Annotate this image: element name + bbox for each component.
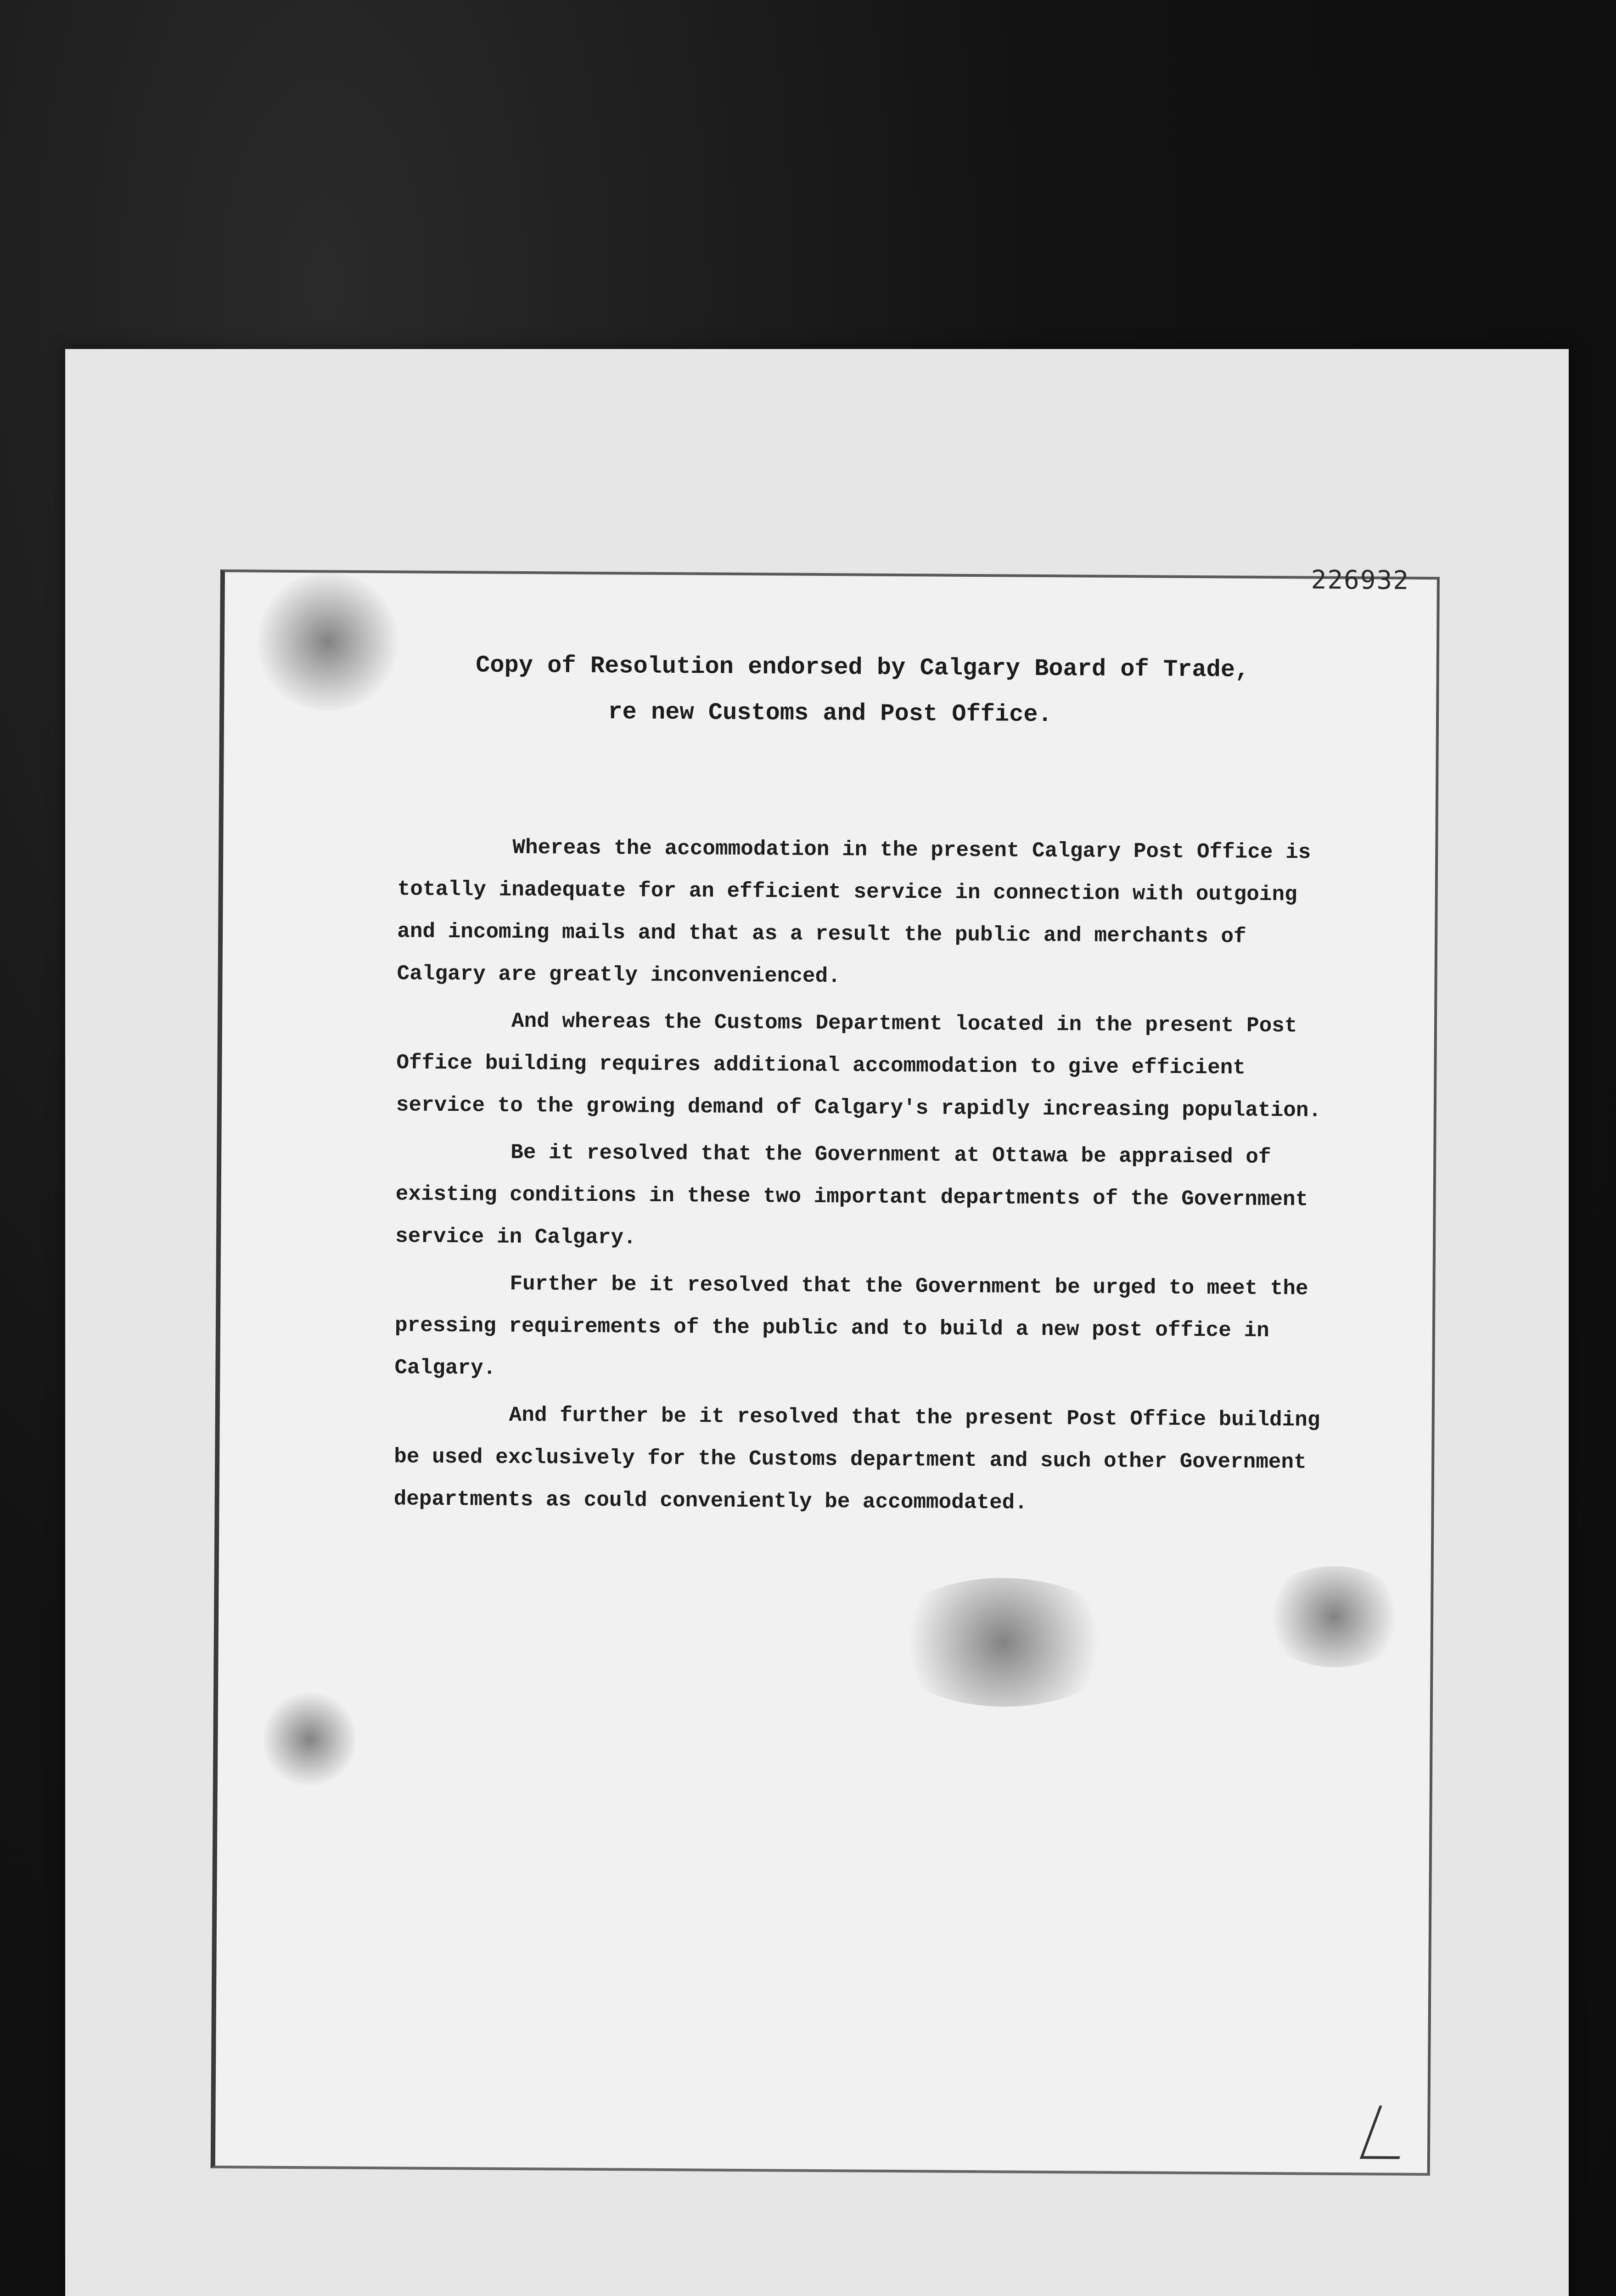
ink-smudge bbox=[1260, 1566, 1408, 1668]
fold-mark bbox=[1360, 2105, 1419, 2159]
paragraph: And further be it resolved that the present Post Office building be used exclusively for the Customs department and such other Government departments as could conveniently be accommodated. bbox=[393, 1403, 1320, 1515]
document-subheading: re new Customs and Post Office. bbox=[608, 698, 1052, 729]
paragraph: Be it resolved that the Government at Ottawa be appraised of existing conditions in these two important departments of the Government service in Calgary. bbox=[395, 1140, 1308, 1250]
ink-smudge bbox=[264, 1688, 356, 1790]
ink-smudge bbox=[884, 1577, 1123, 1707]
ink-smudge bbox=[252, 572, 404, 711]
document-page bbox=[211, 565, 1440, 2176]
paragraph: Further be it resolved that the Government be urged to meet the pressing requirements of the public and to build a new post office in Calgary. bbox=[394, 1272, 1308, 1380]
paragraph: And whereas the Customs Department located in the present Post Office building requires additional accommodation to give efficient service to the growing demand of Calgary's rapidly increasing population. bbox=[396, 1009, 1322, 1123]
document-number: 226932 bbox=[1311, 565, 1410, 596]
document-heading: Copy of Resolution endorsed by Calgary Board of Trade, bbox=[476, 652, 1250, 684]
paragraph: Whereas the accommodation in the present Calgary Post Office is totally inadequate for an efficient service in connection with outgoing and incoming mails and that as a result the public and merchants of Calgary are greatly inconvenienced. bbox=[397, 835, 1311, 989]
document-body bbox=[393, 826, 1339, 1530]
